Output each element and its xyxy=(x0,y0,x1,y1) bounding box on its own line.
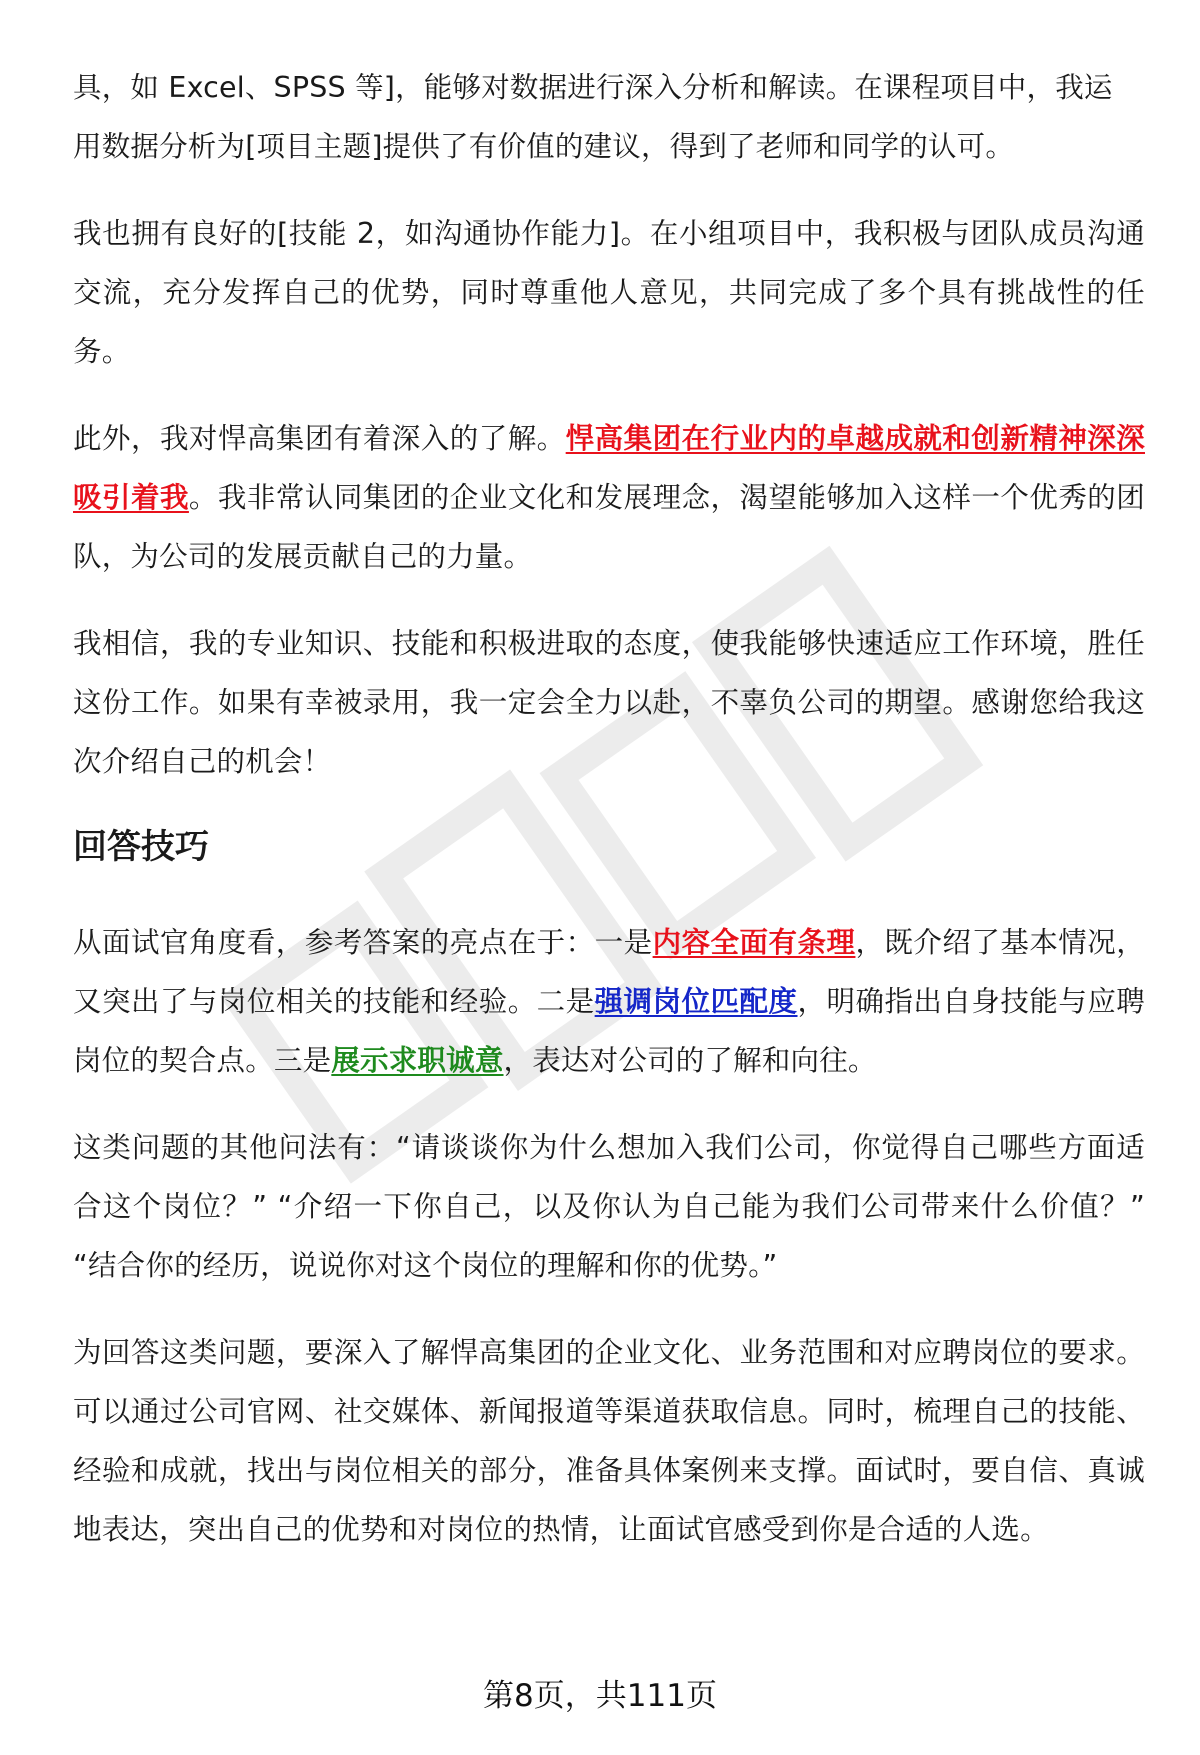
highlight-red: 内容全面有条理 xyxy=(652,926,856,959)
highlight-red: 悍高集团在行业内的卓越成就和创新精神深深吸引着我 xyxy=(73,422,1145,514)
paragraph-closing: 我相信，我的专业知识、技能和积极进取的态度，使我能够快速适应工作环境，胜任这份工作。如果有幸被录用，我一定会全力以赴，不辜负公司的期望。感谢您给我这次介绍自己的机会！ xyxy=(73,627,1145,778)
paragraph-text: 从面试官角度看，参考答案的亮点在于：一是 xyxy=(73,926,653,959)
paragraph-data-skills xyxy=(73,58,1145,176)
paragraph-text: ，既介绍了基本情况，又突出了与岗位相关的技能和经验。二是 xyxy=(73,926,1145,1018)
paragraph-company-interest xyxy=(73,409,1145,586)
section-heading: 回答技巧 xyxy=(73,827,209,867)
paragraph-communication-skills: 我也拥有良好的[技能 2，如沟通协作能力]。在小组项目中，我积极与团队成员沟通交流，充分发挥自己的优势，同时尊重他人意见，共同完成了多个具有挑战性的任务。 xyxy=(73,217,1145,368)
document-content xyxy=(73,58,1145,1587)
paragraph-alternative-questions: 这类问题的其他问法有：“请谈谈你为什么想加入我们公司，你觉得自己哪些方面适合这个岗位？” “介绍一下你自己，以及你认为自己能为我们公司带来什么价值？” “结合你的经历，说说你对这个岗位的理解和你的优势。” xyxy=(73,1131,1145,1282)
paragraph-text: ，明确指出自身技能与应聘岗位的契合点。三是 xyxy=(73,985,1145,1077)
page-number-footer: 第8页，共111页 xyxy=(483,1678,717,1714)
paragraph-text: 。我非常认同集团的企业文化和发展理念，渴望能够加入这样一个优秀的团队，为公司的发展贡献自己的力量。 xyxy=(73,481,1145,573)
paragraph-line: 用数据分析为[项目主题]提供了有价值的建议，得到了老师和同学的认可。 xyxy=(73,130,1015,163)
paragraph-text: ，表达对公司的了解和向往。 xyxy=(503,1044,877,1077)
highlight-green: 展示求职诚意 xyxy=(331,1044,504,1077)
paragraph-text: 此外，我对悍高集团有着深入的了解。 xyxy=(73,422,566,455)
highlight-blue: 强调岗位匹配度 xyxy=(594,985,798,1018)
paragraph-preparation-advice: 为回答这类问题，要深入了解悍高集团的企业文化、业务范围和对应聘岗位的要求。可以通过公司官网、社交媒体、新闻报道等渠道获取信息。同时，梳理自己的技能、经验和成就，找出与岗位相关的部分，准备具体案例来支撑。面试时，要自信、真诚地表达，突出自己的优势和对岗位的热情，让面试官感受到你是合适的人选。 xyxy=(73,1336,1145,1546)
paragraph-highlights xyxy=(73,913,1145,1090)
paragraph-line: 具，如 Excel、SPSS 等]，能够对数据进行深入分析和解读。在课程项目中，我运 xyxy=(73,71,1113,104)
